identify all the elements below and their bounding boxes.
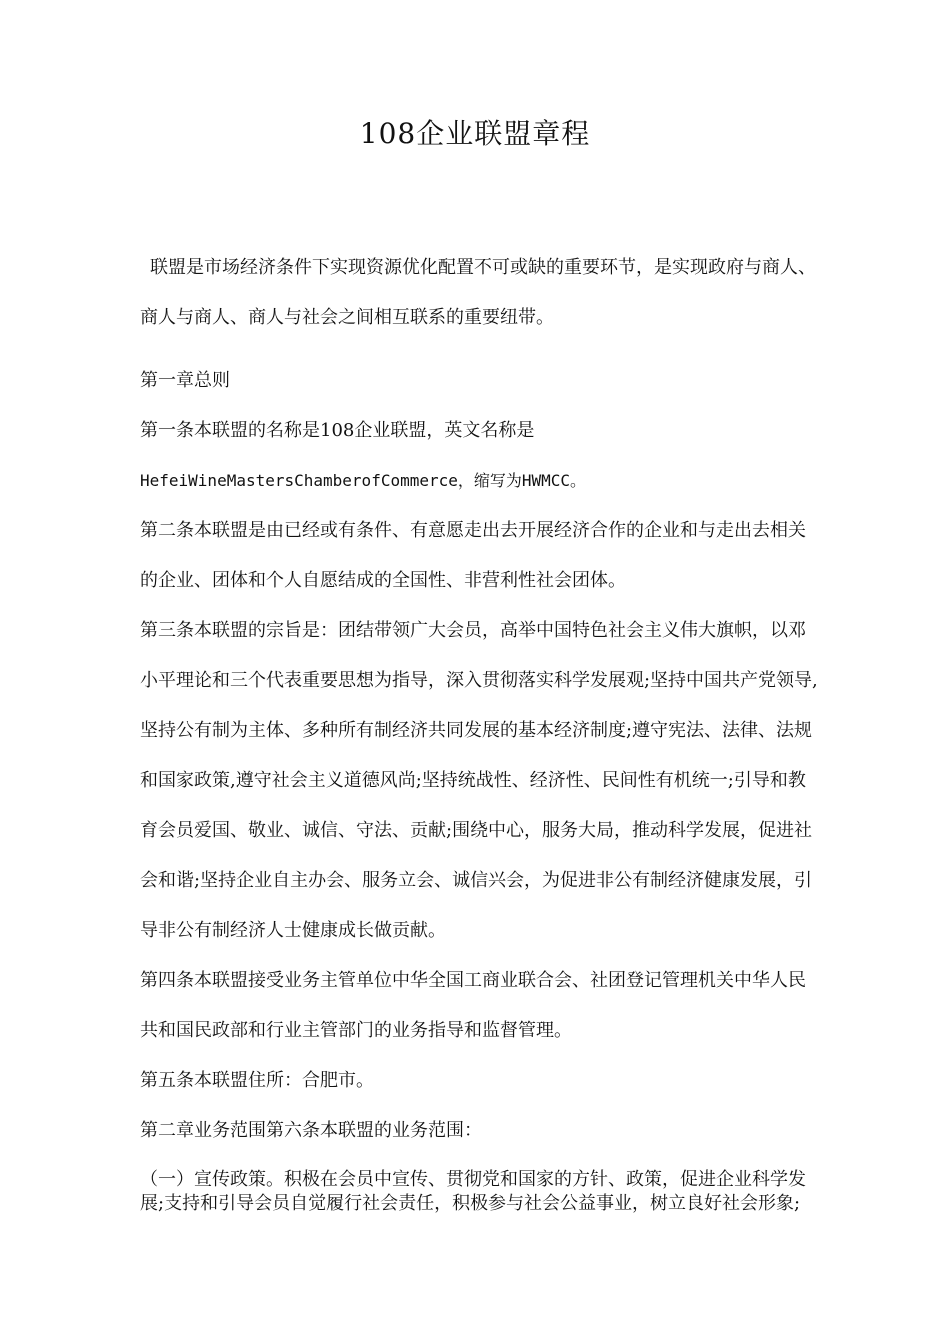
article-1-line-2: HefeiWineMastersChamberofCommerce，缩写为HWMCC。 [140, 471, 587, 490]
article-4-line-2: 共和国民政部和行业主管部门的业务指导和监督管理。 [140, 1020, 572, 1041]
chapter-2-heading: 第二章业务范围第六条本联盟的业务范围： [140, 1120, 482, 1141]
article-3-line-1: 第三条本联盟的宗旨是：团结带领广大会员，高举中国特色社会主义伟大旗帜，以邓 [140, 620, 806, 641]
article-4-line-1: 第四条本联盟接受业务主管单位中华全国工商业联合会、社团登记管理机关中华人民 [140, 970, 806, 991]
item-1-line-2: 展;支持和引导会员自觉履行社会责任，积极参与社会公益事业，树立良好社会形象; [140, 1193, 801, 1214]
preamble-line-2: 商人与商人、商人与社会之间相互联系的重要纽带。 [140, 307, 554, 328]
item-1-line-1: （一）宣传政策。积极在会员中宣传、贯彻党和国家的方针、政策，促进企业科学发 [140, 1169, 806, 1190]
article-3-line-7: 导非公有制经济人士健康成长做贡献。 [140, 920, 446, 941]
article-2-line-2: 的企业、团体和个人自愿结成的全国性、非营利性社会团体。 [140, 570, 626, 591]
article-5-line: 第五条本联盟住所：合肥市。 [140, 1070, 374, 1091]
article-2-line-1: 第二条本联盟是由已经或有条件、有意愿走出去开展经济合作的企业和与走出去相关 [140, 520, 806, 541]
article-3-line-5: 育会员爱国、敬业、诚信、守法、贡献;围绕中心，服务大局，推动科学发展，促进社 [140, 820, 813, 841]
article-1-line-1: 第一条本联盟的名称是108企业联盟，英文名称是 [140, 420, 535, 441]
document-title: 108企业联盟章程 [359, 117, 591, 150]
article-3-line-4: 和国家政策,遵守社会主义道德风尚;坚持统战性、经济性、民间性有机统一;引导和教 [140, 770, 806, 791]
article-3-line-2: 小平理论和三个代表重要思想为指导，深入贯彻落实科学发展观;坚持中国共产党领导, [140, 670, 818, 691]
chapter-1-heading: 第一章总则 [140, 370, 230, 391]
preamble-line-1: 联盟是市场经济条件下实现资源优化配置不可或缺的重要环节，是实现政府与商人、 [150, 257, 816, 278]
article-3-line-3: 坚持公有制为主体、多种所有制经济共同发展的基本经济制度;遵守宪法、法律、法规 [140, 720, 813, 741]
article-3-line-6: 会和谐;坚持企业自主办会、服务立会、诚信兴会，为促进非公有制经济健康发展，引 [140, 870, 813, 891]
